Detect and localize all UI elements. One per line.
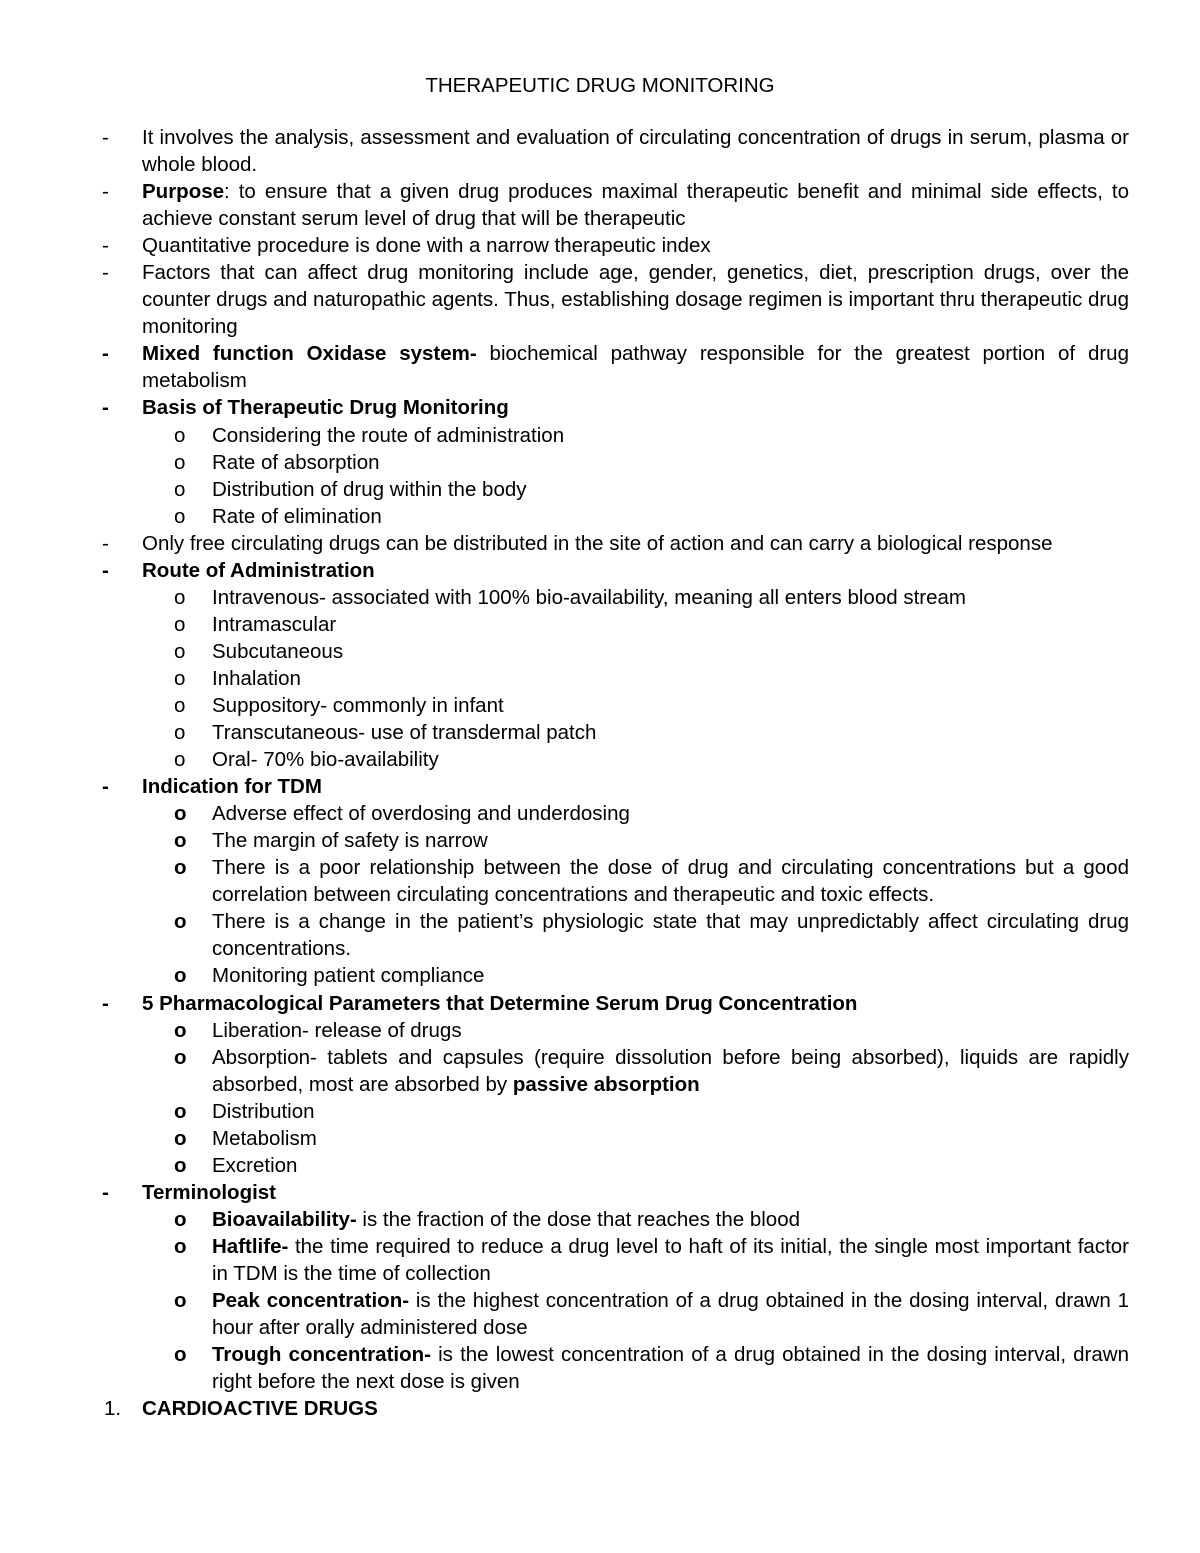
sub-item: [0, 1125, 1129, 1152]
bullet-marker: o: [174, 639, 186, 663]
term-label: Trough concentration-: [212, 1343, 431, 1367]
sub-item: [0, 422, 1129, 449]
dash-marker: -: [102, 396, 109, 420]
indication-item-text: Monitoring patient compliance: [212, 964, 485, 988]
list-item-parameters: [0, 990, 1129, 1017]
list-item-free-drugs: [0, 530, 1129, 557]
sub-item: [0, 1152, 1129, 1179]
terminology-heading: Terminologist: [142, 1180, 277, 1204]
bullet-marker: o: [174, 1289, 187, 1313]
dash-marker: -: [102, 991, 109, 1015]
sub-item: [0, 476, 1129, 503]
bullet-marker: o: [174, 666, 186, 690]
route-item-text: Subcutaneous: [212, 639, 344, 663]
numbered-heading-cardioactive: [0, 1395, 1129, 1422]
bullet-marker: o: [174, 1343, 187, 1367]
bullet-marker: o: [174, 504, 186, 528]
sub-item: [0, 1341, 1129, 1395]
sub-item: [0, 854, 1129, 908]
indication-item-text: Adverse effect of overdosing and underdosing: [212, 802, 630, 826]
sub-item: [0, 1287, 1129, 1341]
liberation-text: Liberation- release of drugs: [212, 1018, 462, 1042]
sub-item: [0, 449, 1129, 476]
bullet-marker: o: [174, 1153, 187, 1177]
document-body: [0, 124, 1200, 1422]
term-definition: the time required to reduce a drug level to haft of its initial, the single most important factor in TDM is the time of collection: [212, 1234, 1129, 1285]
dash-marker: -: [102, 558, 109, 582]
quantitative-text: Quantitative procedure is done with a narrow therapeutic index: [142, 234, 711, 258]
term-label: Haftlife-: [212, 1234, 289, 1258]
list-item-involves: [0, 124, 1129, 178]
purpose-text: : to ensure that a given drug produces maximal therapeutic benefit and minimal side effects, to achieve constant serum level of drug that will be therapeutic: [142, 180, 1129, 231]
bullet-marker: o: [174, 693, 186, 717]
bullet-marker: o: [174, 910, 187, 934]
sub-item: [0, 611, 1129, 638]
route-heading: Route of Administration: [142, 558, 375, 582]
absorption-text: Absorption- tablets and capsules (require dissolution before being absorbed), liquids are rapidly absorbed, most are absorbed by: [212, 1045, 1129, 1096]
sub-item: [0, 692, 1129, 719]
basis-item-text: Rate of absorption: [212, 450, 380, 474]
list-item-mixed-function: [0, 340, 1129, 394]
dash-marker: -: [102, 775, 109, 799]
list-item-route: [0, 557, 1129, 584]
route-item-text: Intravenous- associated with 100% bio-availability, meaning all enters blood stream: [212, 585, 966, 609]
sub-item: [0, 962, 1129, 989]
dash-marker: -: [102, 531, 109, 555]
dash-marker: -: [102, 234, 109, 258]
basis-item-text: Distribution of drug within the body: [212, 477, 527, 501]
cardioactive-heading: CARDIOACTIVE DRUGS: [142, 1397, 378, 1421]
dash-marker: -: [102, 180, 109, 204]
basis-item-text: Considering the route of administration: [212, 423, 565, 447]
sub-item: [0, 1044, 1129, 1098]
list-item-factors: [0, 259, 1129, 340]
bullet-marker: o: [174, 585, 186, 609]
sub-item: [0, 719, 1129, 746]
free-drugs-text: Only free circulating drugs can be distributed in the site of action and can carry a biological response: [142, 531, 1053, 555]
involves-text: It involves the analysis, assessment and evaluation of circulating concentration of drugs in serum, plasma or whole blood.: [142, 126, 1129, 177]
list-item-quantitative: [0, 232, 1129, 259]
mixed-function-text: biochemical pathway responsible for the greatest portion of drug metabolism: [142, 342, 1129, 393]
indication-item-text: The margin of safety is narrow: [212, 829, 488, 853]
sub-item: [0, 638, 1129, 665]
list-item-basis: [0, 394, 1129, 421]
term-definition: is the fraction of the dose that reaches the blood: [356, 1207, 800, 1231]
dash-marker: -: [102, 342, 109, 366]
passive-absorption-term: passive absorption: [512, 1072, 700, 1096]
mixed-function-label: Mixed function Oxidase system-: [142, 342, 477, 366]
sub-item: [0, 746, 1129, 773]
indication-item-text: There is a change in the patient’s physiologic state that may unpredictably affect circulating drug concentrations.: [212, 910, 1129, 961]
sub-item: [0, 1017, 1129, 1044]
indication-heading: Indication for TDM: [142, 775, 322, 799]
bullet-marker: o: [174, 1018, 187, 1042]
dash-marker: -: [102, 1180, 109, 1204]
dash-marker: -: [102, 126, 109, 149]
list-item-purpose: [0, 178, 1129, 232]
bullet-marker: o: [174, 477, 186, 501]
metabolism-text: Metabolism: [212, 1126, 317, 1150]
indication-item-text: There is a poor relationship between the dose of drug and circulating concentrations but a good correlation between circulating concentrations and therapeutic and toxic effects.: [212, 856, 1129, 907]
sub-item: [0, 1233, 1129, 1287]
term-label: Peak concentration-: [212, 1289, 410, 1313]
route-item-text: Transcutaneous- use of transdermal patch: [212, 721, 597, 745]
factors-text: Factors that can affect drug monitoring include age, gender, genetics, diet, prescription drugs, over the counter drugs and naturopathic agents. Thus, establishing dosage regimen is important thru therapeutic drug monitoring: [142, 261, 1129, 339]
sub-item: [0, 800, 1129, 827]
sub-item: [0, 584, 1129, 611]
bullet-marker: o: [174, 1234, 187, 1258]
bullet-marker: o: [174, 748, 186, 772]
bullet-marker: o: [174, 1045, 187, 1069]
bullet-marker: o: [174, 612, 186, 636]
parameters-heading: 5 Pharmacological Parameters that Determine Serum Drug Concentration: [142, 991, 858, 1015]
bullet-marker: o: [174, 802, 187, 826]
route-item-text: Intramascular: [212, 612, 337, 636]
excretion-text: Excretion: [212, 1153, 298, 1177]
bullet-marker: o: [174, 1099, 187, 1123]
basis-heading: Basis of Therapeutic Drug Monitoring: [142, 396, 509, 420]
bullet-marker: o: [174, 1207, 187, 1231]
bullet-marker: o: [174, 423, 186, 447]
number-marker: 1.: [104, 1397, 122, 1421]
sub-item: [0, 503, 1129, 530]
bullet-marker: o: [174, 964, 187, 988]
sub-item: [0, 1098, 1129, 1125]
distribution-text: Distribution: [212, 1099, 315, 1123]
term-definition: is the lowest concentration of a drug obtained in the dosing interval, drawn right before the next dose is given: [212, 1343, 1129, 1394]
bullet-marker: o: [174, 829, 187, 853]
basis-item-text: Rate of elimination: [212, 504, 382, 528]
sub-item: [0, 665, 1129, 692]
bullet-marker: o: [174, 450, 186, 474]
sub-item: [0, 908, 1129, 962]
bullet-marker: o: [174, 856, 187, 880]
route-item-text: Oral- 70% bio-availability: [212, 748, 439, 772]
bullet-marker: o: [174, 721, 186, 745]
page-title: THERAPEUTIC DRUG MONITORING: [425, 74, 775, 97]
sub-item: [0, 1206, 1129, 1233]
list-item-terminology: [0, 1179, 1129, 1206]
term-label: Bioavailability-: [212, 1207, 357, 1231]
route-item-text: Inhalation: [212, 666, 301, 690]
dash-marker: -: [102, 261, 109, 285]
bullet-marker: o: [174, 1126, 187, 1150]
purpose-label: Purpose: [142, 180, 225, 204]
term-definition: is the highest concentration of a drug obtained in the dosing interval, drawn 1 hour after orally administered dose: [212, 1289, 1129, 1340]
sub-item: [0, 827, 1129, 854]
list-item-indication: [0, 773, 1129, 800]
route-item-text: Suppository- commonly in infant: [212, 693, 504, 717]
